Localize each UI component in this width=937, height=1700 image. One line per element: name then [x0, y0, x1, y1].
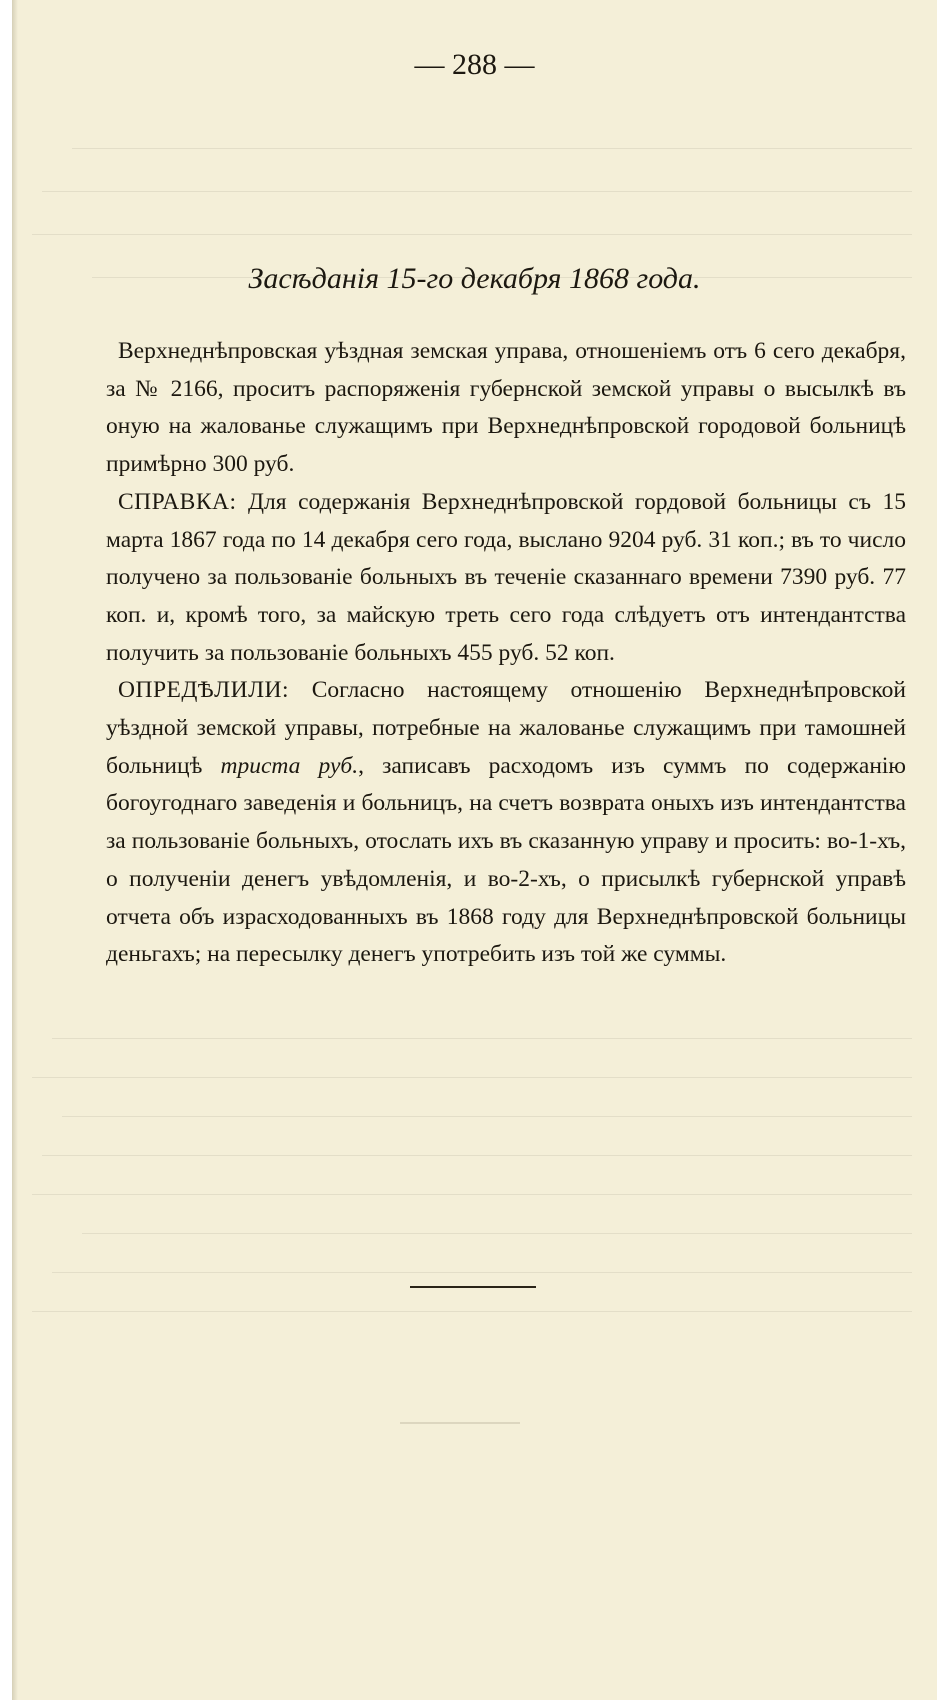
- resolution-text-after: , записавъ расходомъ изъ суммъ по содержанію богоугоднаго заведенія и больницъ, на счетъ возврата оныхъ изъ интендантства за пользованіе больныхъ, отослать ихъ въ сказанную управу и просить: во-1-хъ, о полученіи денегъ увѣдомленія, и во-2-хъ, о присылкѣ губернской управѣ отчета объ израсходованныхъ въ 1868 году для Верхнеднѣпровской больницы деньгахъ; на пересылку денегъ употребить изъ той же суммы.: [106, 752, 906, 968]
- bleed-through-bottom: [32, 1010, 912, 1390]
- bleed-through-divider: [400, 1422, 520, 1424]
- resolution-amount-italic: триста руб.: [220, 752, 359, 779]
- body-text: [106, 333, 906, 974]
- page-edge-shadow: [12, 0, 18, 1700]
- session-heading: Засѣданія 15-го декабря 1868 года.: [248, 262, 701, 295]
- section-divider: [410, 1286, 536, 1288]
- resolution-text-before: Согласно настоящему отношенію Верхнеднѣпровской уѣздной земской управы, потребные на жалованье служащимъ при тамошней больницѣ: [106, 677, 907, 779]
- document-page: [12, 0, 937, 1700]
- page-number: — 288 —: [414, 48, 535, 81]
- paragraph-resolution: [106, 672, 906, 974]
- paragraph-request: Верхнеднѣпровская уѣздная земская управа, отношеніемъ отъ 6 сего декабря, за № 2166, проситъ распоряженія губернской земской управы о высылкѣ въ оную на жалованье служащимъ при Верхнеднѣпровской городовой больницѣ примѣрно 300 руб.: [106, 338, 906, 478]
- resolution-label: ОПРЕДѢЛИЛИ:: [118, 677, 290, 704]
- paragraph-reference: [106, 484, 906, 673]
- reference-label: СПРАВКА:: [118, 488, 237, 515]
- reference-text: Для содержанія Верхнеднѣпровской гордовой больницы съ 15 марта 1867 года по 14 декабря сего года, выслано 9204 руб. 31 коп.; въ то число получено за пользованіе больныхъ въ теченіе сказаннаго времени 7390 руб. 77 коп. и, кромѣ того, за майскую треть сего года слѣдуетъ отъ интендантства получить за пользованіе больныхъ 455 руб. 52 коп.: [106, 488, 906, 666]
